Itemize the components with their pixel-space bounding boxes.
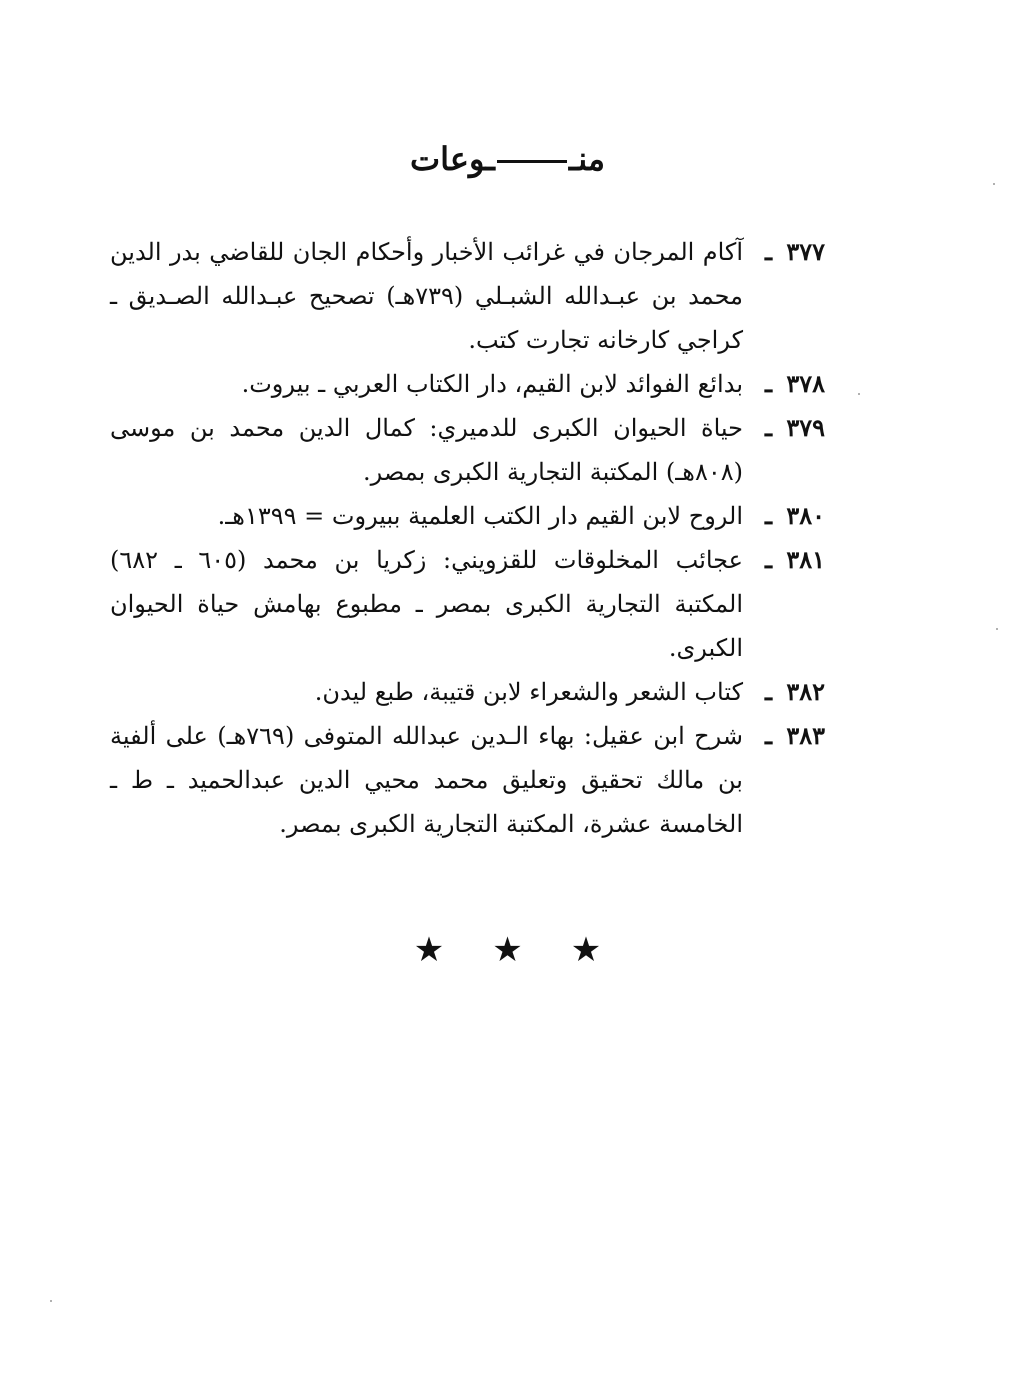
bibliography-entry — [110, 670, 825, 714]
heading-elongation — [497, 160, 567, 163]
scan-speck — [858, 393, 860, 395]
entry-text: آكام المرجان في غرائب الأخبار وأحكام الجان للقاضي بدر الدين محمد بن عبـدالله الشبـلي (٧٣٩هـ) تصحيح عبـدالله الصـديق ـ كراجي كارخانه تجارت كتب. — [110, 238, 743, 354]
heading-word-start: منـ — [568, 140, 606, 178]
bibliography-entry — [110, 406, 825, 494]
bibliography-entry — [110, 230, 825, 362]
section-heading — [0, 140, 1015, 178]
entry-text: عجائب المخلوقات للقزويني: زكريا بن محمد (٦٠٥ ـ ٦٨٢) المكتبة التجارية الكبرى بمصر ـ مطبوع بهامش حياة الحيوان الكبرى. — [110, 546, 743, 662]
heading-word-end: ـوعات — [409, 140, 495, 178]
bibliography-list — [110, 230, 825, 846]
entry-number: ٣٨١ ـ — [764, 545, 825, 574]
section-end-ornament: ★★★ — [413, 930, 650, 970]
entry-text: الروح لابن القيم دار الكتب العلمية ببيروت = ١٣٩٩هـ. — [217, 502, 743, 530]
entry-number: ٣٧٩ ـ — [764, 413, 825, 442]
entry-text: بدائع الفوائد لابن القيم، دار الكتاب العربي ـ بيروت. — [241, 370, 743, 398]
scan-speck — [993, 183, 995, 185]
scan-speck — [50, 1300, 52, 1302]
entry-number: ٣٧٧ ـ — [764, 237, 825, 266]
entry-number: ٣٨٢ ـ — [764, 677, 825, 706]
entry-text: كتاب الشعر والشعراء لابن قتيبة، طبع ليدن. — [314, 678, 743, 706]
bibliography-entry — [110, 714, 825, 846]
entry-number: ٣٨٠ ـ — [764, 501, 825, 530]
entry-number: ٣٧٨ ـ — [764, 369, 825, 398]
entry-text: شرح ابن عقيل: بهاء الـدين عبدالله المتوفى (٧٦٩هـ) على ألفية بن مالك تحقيق وتعليق محمد محيي الدين عبدالحميد ـ ط ـ الخامسة عشرة، المكتبة التجارية الكبرى بمصر. — [110, 722, 744, 838]
bibliography-entry — [110, 362, 825, 406]
entry-number: ٣٨٣ ـ — [764, 721, 825, 750]
bibliography-entry — [110, 494, 825, 538]
entry-text: حياة الحيوان الكبرى للدميري: كمال الدين محمد بن موسى (٨٠٨هـ) المكتبة التجارية الكبرى بمصر. — [110, 414, 743, 486]
bibliography-entry — [110, 538, 825, 670]
scan-speck — [996, 628, 998, 630]
